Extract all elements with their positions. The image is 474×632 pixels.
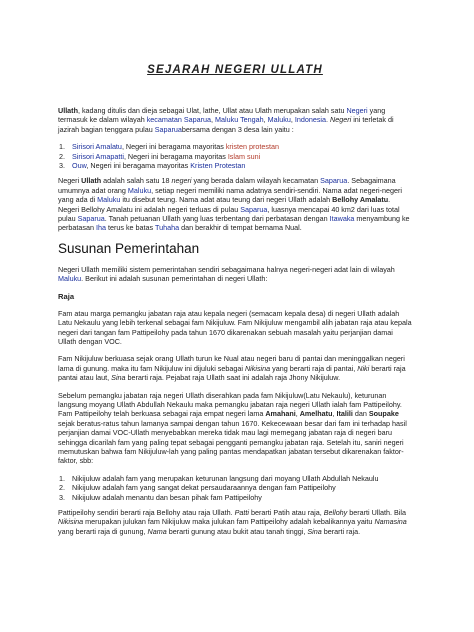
- link-religion[interactable]: kristen protestan: [225, 142, 279, 152]
- list-number: 2.: [59, 151, 65, 161]
- text-run: Sebelum pemangku jabatan raja negeri Ullath diserahkan pada fam Nikijuluw(Latu Nekaulu), keturunan langsung moyang Ullath Abdullah Nekaulu maka pemangku jabatan raja negeri Ullath ialah fam Pattipeilohy. Fam Pattipeilohy telah berkuasa sebagai raja empat negeri lama: [58, 390, 402, 419]
- text-run: ,: [295, 409, 300, 419]
- text-run: sejak beratus-ratus tahun lamanya sampai dengan tahun 1670. Kekecewaan besar dari fam ini terhadap hasil perjanjian damai VOC-Ullath menyebabkan mereka tidak mau lagi memegang jabatan raja di negeri baru sehingga dicarilah fam yang paling tepat sebagai pengganti pemangku jabatan raja. Setelah itu, saniri negeri memutuskan bahwa fam Nikijuluw-lah yang paling pantas mendapatkan jabatan tersebut dikarenakan faktor-faktor, sbb:: [58, 418, 407, 466]
- village-item: [58, 152, 412, 161]
- text-run: ,: [332, 409, 337, 419]
- link-religion[interactable]: Kristen Protestan: [190, 161, 246, 171]
- text-run: yang berada dalam wilayah kecamatan: [191, 176, 321, 186]
- text-run: berarti Ullath. Bila: [347, 508, 407, 517]
- text-run: . Sebagaimana umumnya adat orang: [58, 176, 396, 195]
- link-maluku[interactable]: Maluku: [58, 274, 82, 284]
- text-run: yang berarti raja di pantai,: [270, 363, 358, 373]
- link-maluku-tengah[interactable]: Maluku Tengah: [215, 115, 264, 125]
- intro-dot: .: [326, 115, 331, 125]
- text-run: merupakan julukan fam Nikijuluw maka julukan fam Pattipeilohy adalah kebalikannya yaitu: [83, 517, 375, 527]
- intro-text-1: , kadang ditulis dan dieja sebagai Ulat, lathe, Ullat atau Ulath merupakan salah satu: [77, 106, 347, 115]
- section-heading: Susunan Pemerintahan: [58, 240, 200, 256]
- link-saparua[interactable]: Saparua: [183, 115, 212, 125]
- sub-heading: Raja: [58, 291, 75, 301]
- link-maluku[interactable]: Maluku: [127, 185, 152, 195]
- intro-comma-1: ,: [211, 115, 216, 125]
- factor-item: [58, 474, 412, 483]
- link-tuhaha[interactable]: Tuhaha: [154, 223, 180, 233]
- text-run: dan berakhir di tempat bernama Nual.: [179, 223, 302, 233]
- text-italic: negeri: [171, 176, 192, 186]
- link-village-name[interactable]: Ouw: [72, 161, 87, 171]
- text-italic: Bellohy: [323, 508, 348, 517]
- text-run: berarti raja.: [321, 526, 361, 536]
- list-number: 1.: [59, 473, 65, 483]
- factor-item: [58, 483, 412, 492]
- text-italic: Nikisina: [58, 517, 84, 527]
- text-run: , luasnya mencapai 40 km2 dari luas total pulau: [58, 204, 400, 224]
- text-run: berarti Patih atau raja,: [248, 508, 324, 517]
- document-title: SEJARAH NEGERI ULLATH: [147, 64, 323, 76]
- link-saparua[interactable]: Saparua: [320, 176, 348, 186]
- text-italic: Niki: [357, 363, 370, 373]
- factor-text: Nikijuluw adalah fam yang merupakan keturunan langsung dari moyang Ullath Abdullah Nekaulu: [72, 473, 379, 483]
- link-itawaka[interactable]: Itawaka: [329, 214, 355, 224]
- text-run: terus ke batas: [105, 223, 155, 233]
- text-run: berarti raja pantai atau laut,: [58, 363, 406, 383]
- text-italic: Patti: [234, 508, 249, 517]
- text-run: berarti raja. Pejabat raja Ullath saat ini adalah raja Jhony Nikijuluw.: [125, 373, 341, 383]
- village-list: [58, 142, 412, 170]
- village-item: [58, 161, 412, 170]
- text-bold: Soupake: [368, 409, 399, 419]
- text-run: . Tanah petuanan Ullath yang luas terbentang dari perbatasan dengan: [104, 214, 330, 224]
- text-run: berarti gunung atau bukit atau tanah tinggi,: [166, 526, 308, 536]
- namasina-paragraph: [58, 508, 412, 536]
- link-negeri[interactable]: Negeri: [346, 106, 368, 115]
- link-saparua[interactable]: Saparua: [77, 214, 105, 224]
- village-text: , Negeri ini beragama mayoritas: [86, 161, 191, 171]
- text-italic: Nikisina: [244, 363, 271, 373]
- text-bold: Amahani: [265, 409, 296, 419]
- link-saparua-2[interactable]: Saparua: [154, 124, 182, 134]
- link-maluku[interactable]: Maluku: [267, 115, 291, 125]
- intro-comma-3: ,: [290, 115, 295, 125]
- intro-negeri-italic: Negeri: [330, 115, 352, 125]
- text-run: menyambung ke perbatasan: [58, 214, 410, 233]
- link-kecamatan[interactable]: kecamatan: [146, 115, 182, 125]
- village-item: [58, 142, 412, 151]
- factor-text: Nikijuluw adalah menantu dan besan pihak fam Pattipeilohy: [72, 492, 262, 502]
- text-run: yang berarti raja di gunung,: [58, 526, 148, 536]
- link-religion[interactable]: Islam suni: [227, 151, 261, 161]
- text-run: Fam Nikijuluw berkuasa sejak orang Ullath turun ke Nual atau negeri baru di pantai dan meninggalkan negeri lama di gunung. maka itu fam Nikijuluw ini dijuluki sebagai: [58, 354, 405, 373]
- link-village-name[interactable]: Sirisori Amapatti: [72, 151, 124, 161]
- text-run: adalah salah satu 18: [101, 176, 172, 186]
- text-run: . Negeri Bellohy Amalatu ini adalah negeri terluas di pulau: [58, 195, 391, 214]
- text-run: . Berikut ini adalah susunan pemerintahan di negeri Ullath:: [81, 274, 268, 284]
- intro-paragraph: [58, 106, 412, 134]
- text-bold: Ullath: [81, 176, 102, 186]
- raja-paragraph: Fam atau marga pemangku jabatan raja atau kepala negeri (semacam kepala desa) di negeri Ullath adalah Latu Nekaulu yang lebih terkenal sebagai fam Nikijuluw. Fam Nikijuluw mengambil alih jabatan raja atau kepala negeri dari tangan fam Pattipeilohy pada tahun 1670 dikarenakan sebuah masalah yaitu perjanjian damai Ullath dengan VOC.: [58, 308, 412, 346]
- intro-comma-2: ,: [263, 115, 268, 125]
- link-iha[interactable]: Iha: [95, 223, 106, 233]
- intro-text-2: yang termasuk ke dalam wilayah: [58, 106, 386, 125]
- village-text: , Negeri ini beragama mayoritas: [121, 142, 226, 152]
- link-indonesia[interactable]: Indonesia: [294, 115, 327, 125]
- text-bold: Bellohy Amalatu: [332, 195, 389, 205]
- village-text: , Negeri ini beragama mayoritas: [123, 151, 228, 161]
- text-italic: Sina: [111, 373, 126, 383]
- pattipeilohy-paragraph: [58, 391, 412, 466]
- list-number: 3.: [59, 161, 65, 171]
- text-italic: Sina: [307, 526, 322, 536]
- factor-item: [58, 493, 412, 502]
- text-run: , setiap negeri memiliki nama adatnya sendiri-sendiri. Nama adat negeri-negeri yang ada di: [58, 185, 402, 205]
- description-paragraph: [58, 176, 412, 232]
- text-run: Negeri Ullath memiliki sistem pemerintahan sendiri sebagaimana halnya negeri-negeri adat lain di wilayah: [58, 264, 395, 274]
- list-number: 1.: [59, 142, 65, 152]
- link-maluku[interactable]: Maluku: [97, 195, 121, 205]
- text-bold: Italili: [336, 409, 353, 419]
- factor-text: Nikijuluw adalah fam yang sangat dekat persaudaraannya dengan fam Pattipeilohy: [72, 483, 336, 493]
- text-run: Pattipeilohy sendiri berarti raja Bellohy atau raja Ullath.: [58, 508, 235, 517]
- intro-text-4: bersama dengan 3 desa lain yaitu :: [181, 124, 294, 134]
- list-number: 3.: [59, 492, 65, 502]
- nikijuluw-paragraph: [58, 354, 412, 382]
- link-saparua[interactable]: Saparua: [240, 204, 268, 214]
- list-number: 2.: [59, 483, 65, 493]
- text-run: dan: [352, 409, 369, 419]
- link-village-name[interactable]: Sirisori Amalatu: [72, 142, 122, 152]
- text-bold: Amelhatu: [299, 409, 333, 419]
- text-italic: Namasina: [374, 517, 407, 527]
- factor-list: [58, 474, 412, 502]
- intro-text-3: ini terletak di jazirah bagian tenggara pulau: [58, 115, 394, 134]
- government-paragraph: [58, 265, 412, 284]
- text-italic: Nama: [147, 526, 167, 536]
- intro-name: Ullath: [58, 106, 78, 115]
- text-run: Negeri: [58, 176, 82, 186]
- text-run: itu disebut teung. Nama adat atau teung dari negeri Ullath adalah: [120, 195, 333, 205]
